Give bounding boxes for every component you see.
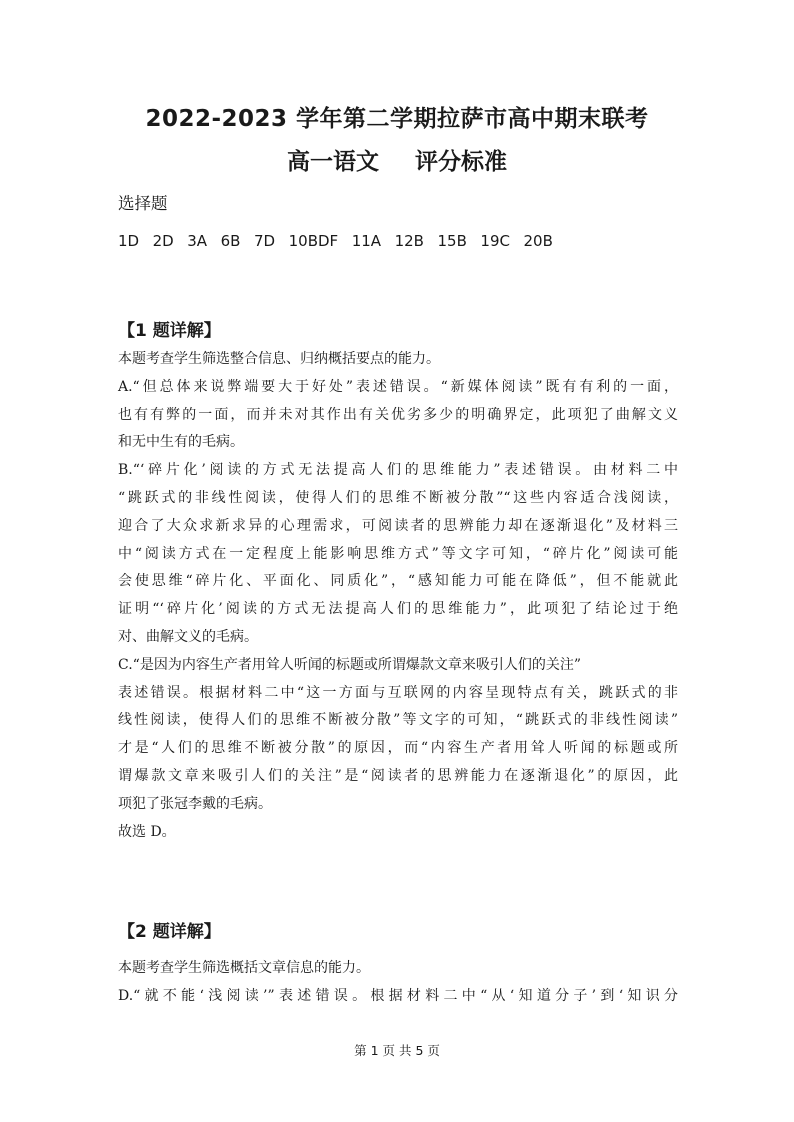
q1-b-line: 迎合了大众求新求异的心理需求，可阅读者的思辨能力却在逐渐退化”及材料三: [118, 517, 678, 534]
q1-b-line: 对、曲解文义的毛病。: [118, 628, 258, 645]
q1-c-line: 谓爆款文章来吸引人们的关注”是“阅读者的思辨能力在逐渐退化”的原因，此: [118, 767, 678, 784]
exam-subtitle: [0, 143, 794, 176]
choice-answers: 1D 2D 3A 6B 7D 10BDF 11A 12B 15B 19C 20B: [118, 232, 553, 250]
q1-c-line: 项犯了张冠李戴的毛病。: [118, 795, 272, 812]
subject-label: 高一语文: [287, 149, 379, 175]
q1-a-line: 也有有弊的一面，而并未对其作出有关优劣多少的明确界定，此项犯了曲解文义: [118, 406, 678, 423]
q1-b-line: “跳跃式的非线性阅读，使得人们的思维不断被分散”“这些内容适合浅阅读，: [118, 489, 678, 506]
choice-section-label: 选择题: [118, 194, 168, 213]
q2-body: [118, 955, 678, 1011]
q1-heading: 【1 题详解】: [118, 321, 221, 341]
q1-c-line: 线性阅读，使得人们的思维不断被分散”等文字的可知，“跳跃式的非线性阅读”: [118, 712, 678, 729]
q1-c-line: C.“是因为内容生产者用耸人听闻的标题或所谓爆款文章来吸引人们的关注”: [118, 656, 581, 673]
q1-b-line: 中“阅读方式在一定程度上能影响思维方式”等文字可知，“碎片化”阅读可能: [118, 545, 678, 562]
q2-heading: 【2 题详解】: [118, 922, 221, 942]
q1-b-line: 会使思维“碎片化、平面化、同质化”，“感知能力可能在降低”，但不能就此: [118, 573, 678, 590]
q1-c-line: 表述错误。根据材料二中“这一方面与互联网的内容呈现特点有关，跳跃式的非: [118, 684, 678, 701]
q1-b-line: B.“‘碎片化’阅读的方式无法提高人们的思维能力”表述错误。由材料二中: [118, 462, 678, 479]
q1-b-line: 证明“‘碎片化’阅读的方式无法提高人们的思维能力”，此项犯了结论过于绝: [118, 601, 678, 618]
q1-a-line: A.“但总体来说弊端要大于好处”表述错误。“新媒体阅读”既有有利的一面，: [118, 378, 678, 395]
q1-a-line: 和无中生有的毛病。: [118, 434, 244, 451]
q1-body: [118, 346, 678, 846]
q1-conclusion: 故选 D。: [118, 823, 176, 840]
q2-intro: 本题考查学生筛选概括文章信息的能力。: [118, 960, 370, 976]
q1-intro: 本题考查学生筛选整合信息、归纳概括要点的能力。: [118, 351, 440, 367]
exam-title: 2022-2023 学年第二学期拉萨市高中期末联考: [145, 106, 649, 132]
q1-c-line: 才是“人们的思维不断被分散”的原因，而“内容生产者用耸人听闻的标题或所: [118, 740, 678, 757]
q2-d-line: D.“就不能‘浅阅读’”表述错误。根据材料二中“从‘知道分子’到‘知识分: [118, 987, 678, 1004]
doc-type-label: 评分标准: [415, 149, 507, 175]
page-footer: 第 1 页 共 5 页: [354, 1043, 440, 1058]
